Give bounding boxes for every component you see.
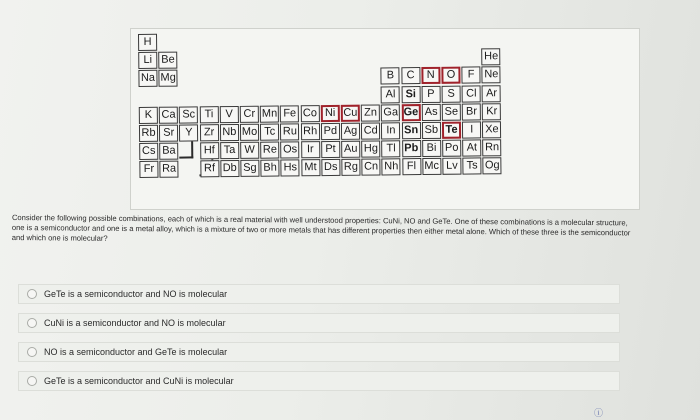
element-cell-p: P (421, 85, 440, 102)
element-cell-o: O (441, 67, 460, 84)
element-cell-pd: Pd (321, 123, 340, 140)
answer-option-label: GeTe is a semiconductor and CuNi is molecular (44, 376, 234, 386)
lanthanide-placeholder (179, 141, 193, 158)
element-cell-pb: Pb (402, 140, 421, 157)
element-cell-ne: Ne (482, 67, 501, 84)
element-cell-sg: Sg (240, 160, 259, 177)
element-cell-rg: Rg (341, 159, 360, 176)
element-cell-mn: Mn (260, 105, 279, 122)
element-cell-se: Se (442, 103, 461, 120)
element-cell-nb: Nb (220, 124, 239, 141)
element-cell-lv: Lv (442, 158, 461, 175)
element-cell-db: Db (220, 160, 239, 177)
element-cell-ag: Ag (341, 123, 360, 140)
element-cell-ir: Ir (301, 141, 320, 158)
element-cell-os: Os (281, 142, 300, 159)
element-cell-k: K (139, 107, 158, 124)
answer-option-label: NO is a semiconductor and GeTe is molecular (44, 347, 228, 357)
element-cell-hg: Hg (361, 141, 380, 158)
element-cell-n: N (421, 67, 440, 84)
element-cell-i: I (462, 121, 481, 138)
element-cell-cl: Cl (462, 85, 481, 102)
element-cell-kr: Kr (482, 103, 501, 120)
answer-option-label: GeTe is a semiconductor and NO is molecular (44, 289, 228, 299)
element-cell-h: H (138, 34, 157, 51)
element-cell-s: S (442, 85, 461, 102)
element-cell-mo: Mo (240, 124, 259, 141)
radio-button-icon[interactable] (27, 376, 37, 386)
info-icon: ⓘ (594, 408, 604, 418)
element-cell-tl: Tl (382, 140, 401, 157)
element-cell-ds: Ds (321, 159, 340, 176)
element-cell-tc: Tc (260, 124, 279, 141)
element-cell-as: As (422, 104, 441, 121)
element-cell-na: Na (138, 70, 157, 87)
element-cell-mg: Mg (159, 70, 178, 87)
element-cell-pt: Pt (321, 141, 340, 158)
element-cell-cu: Cu (341, 104, 360, 121)
element-cell-nh: Nh (382, 159, 401, 176)
element-cell-co: Co (300, 105, 319, 122)
element-cell-sb: Sb (422, 122, 441, 139)
element-cell-cr: Cr (240, 106, 259, 123)
element-cell-ga: Ga (381, 104, 400, 121)
element-cell-ni: Ni (321, 105, 340, 122)
element-cell-ra: Ra (160, 161, 179, 178)
element-cell-mt: Mt (301, 159, 320, 176)
element-cell-au: Au (341, 141, 360, 158)
element-cell-c: C (401, 67, 420, 84)
element-cell-cs: Cs (139, 143, 158, 160)
answer-option-2[interactable] (18, 313, 620, 333)
element-cell-zn: Zn (361, 104, 380, 121)
radio-button-icon[interactable] (27, 347, 37, 357)
element-cell-og: Og (483, 158, 502, 175)
element-cell-hf: Hf (200, 142, 219, 159)
element-cell-bh: Bh (261, 160, 280, 177)
element-cell-li: Li (138, 52, 157, 69)
element-cell-ba: Ba (159, 143, 178, 160)
element-cell-rh: Rh (301, 123, 320, 140)
element-cell-he: He (482, 48, 501, 65)
element-cell-y: Y (179, 124, 198, 141)
question-text: Consider the following possible combinations, each of which is a real material with well understood properties: CuNi, NO and GeTe. One of these combinations is a molecular structure, one is a semiconductor and one is a metal alloy, which is a mixture of two or more metals that has different properties then either metal alone. Which of these three is the semiconductor and which one is molecular? (11, 213, 631, 244)
element-cell-zr: Zr (200, 124, 219, 141)
element-cell-at: At (462, 140, 481, 157)
element-cell-v: V (220, 106, 239, 123)
element-cell-br: Br (462, 103, 481, 120)
element-cell-fl: Fl (402, 158, 421, 175)
element-cell-ge: Ge (401, 104, 420, 121)
element-cell-b: B (381, 68, 400, 85)
element-cell-ta: Ta (220, 142, 239, 159)
element-cell-rb: Rb (139, 125, 158, 142)
element-cell-ru: Ru (280, 123, 299, 140)
radio-button-icon[interactable] (27, 289, 37, 299)
element-cell-hs: Hs (281, 160, 300, 177)
element-cell-w: W (240, 142, 259, 159)
element-cell-al: Al (381, 86, 400, 103)
element-cell-fr: Fr (139, 161, 158, 178)
element-cell-ts: Ts (463, 158, 482, 175)
answer-option-3[interactable] (18, 342, 620, 362)
answer-option-4[interactable] (18, 371, 620, 391)
element-cell-cd: Cd (361, 122, 380, 139)
element-cell-be: Be (158, 52, 177, 69)
element-cell-re: Re (260, 142, 279, 159)
element-cell-sn: Sn (402, 122, 421, 139)
element-cell-bi: Bi (422, 140, 441, 157)
element-cell-in: In (381, 122, 400, 139)
answer-option-1[interactable] (18, 284, 620, 304)
element-cell-si: Si (401, 86, 420, 103)
element-cell-ti: Ti (199, 106, 218, 123)
element-cell-rf: Rf (200, 161, 219, 178)
element-cell-f: F (462, 67, 481, 84)
element-cell-te: Te (442, 122, 461, 139)
element-cell-fe: Fe (280, 105, 299, 122)
element-cell-po: Po (442, 140, 461, 157)
element-cell-xe: Xe (482, 121, 501, 138)
element-cell-sc: Sc (179, 106, 198, 123)
element-cell-sr: Sr (159, 125, 178, 142)
radio-button-icon[interactable] (27, 318, 37, 328)
element-cell-mc: Mc (422, 158, 441, 175)
element-cell-cn: Cn (362, 159, 381, 176)
answer-option-label: CuNi is a semiconductor and NO is molecular (44, 318, 226, 328)
element-cell-ca: Ca (159, 106, 178, 123)
element-cell-ar: Ar (482, 85, 501, 102)
element-cell-rn: Rn (483, 139, 502, 156)
